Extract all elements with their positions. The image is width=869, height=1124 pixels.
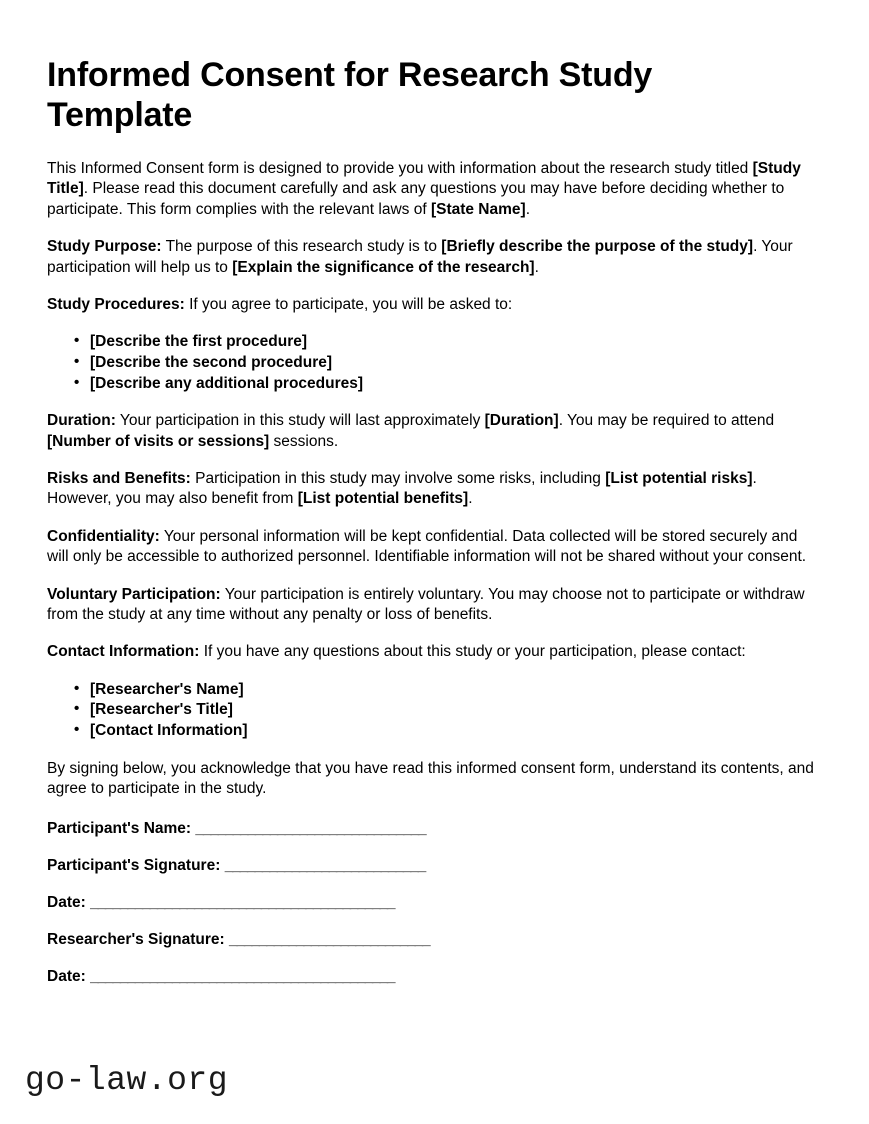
site-watermark: go-law.org [25,1062,229,1099]
duration-text-1: Your participation in this study will last approximately [115,412,485,430]
contact-information-heading: Contact Information: [47,643,200,661]
researcher-signature-field[interactable] [47,930,823,950]
study-purpose-placeholder-1: [Briefly describe the purpose of the study] [441,238,754,256]
page-title: Informed Consent for Research Study Template [47,56,653,134]
intro-placeholder-study-title: [Study Title] [47,160,801,198]
risks-benefits-text-1: Participation in this study may involve some risks, including [190,470,606,488]
intro-text-1: This Informed Consent form is designed to provide you with information about the research study titled [47,160,753,177]
duration-placeholder-1: [Duration] [484,412,559,430]
risks-benefits-paragraph [47,469,823,510]
list-item: • [Describe the first procedure] [74,332,823,353]
researcher-date-label: Date: [47,968,86,986]
voluntary-participation-text-1: Your participation is entirely voluntary. You may choose not to participate or withdraw from the study at any time without any penalty or loss of benefits. [47,585,805,624]
risks-benefits-placeholder-2: [List potential benefits] [297,490,469,508]
study-purpose-heading: Study Purpose: [47,238,162,256]
document-content [47,55,823,1004]
intro-text-2: . Please read this document carefully and ask any questions you may have before deciding whether to participate. This form complies with the relevant laws of [47,180,785,218]
participant-name-label: Participant's Name: [47,820,192,838]
researcher-signature-label: Researcher's Signature: [47,931,225,949]
signature-block [47,819,823,987]
researcher-date-field[interactable] [47,967,823,987]
study-procedures-text-1: If you agree to participate, you will be asked to: [184,296,513,314]
study-purpose-text-1: The purpose of this research study is to [161,238,442,256]
participant-date-field[interactable] [47,893,823,913]
confidentiality-heading: Confidentiality: [47,527,160,545]
contact-information-text-1: If you have any questions about this study or your participation, please contact: [199,643,746,661]
risks-benefits-heading: Risks and Benefits: [47,470,191,488]
study-procedures-heading: Study Procedures: [47,296,185,314]
study-purpose-text-3: . [534,258,539,276]
study-purpose-text-2: . Your participation will help us to [47,238,793,276]
participant-name-rule: _______________________________ [195,820,426,838]
participant-signature-field[interactable] [47,856,823,876]
risks-benefits-placeholder-1: [List potential risks] [605,470,753,488]
acknowledgement-paragraph: By signing below, you acknowledge that you have read this informed consent form, understand its contents, and agree to participate in the study. [47,759,814,798]
contact-information-paragraph [47,642,823,662]
intro-text-3: . [525,200,530,218]
duration-text-2: . You may be required to attend [558,412,775,430]
list-item: • [Contact Information] [74,721,823,742]
duration-paragraph [47,411,823,452]
participant-name-field[interactable] [47,819,823,839]
voluntary-participation-heading: Voluntary Participation: [47,585,221,603]
study-procedures-paragraph [47,295,823,315]
researcher-signature-rule: ___________________________ [229,931,430,949]
duration-heading: Duration: [47,412,116,430]
duration-text-3: sessions. [269,432,339,450]
study-purpose-placeholder-2: [Explain the significance of the research] [232,258,535,276]
voluntary-participation-paragraph [47,585,823,626]
participant-signature-label: Participant's Signature: [47,857,221,875]
intro-paragraph [47,159,823,220]
intro-placeholder-state-name: [State Name] [430,200,526,218]
confidentiality-paragraph [47,527,823,568]
duration-placeholder-2: [Number of visits or sessions] [47,432,270,450]
list-item: • [Describe any additional procedures] [74,374,823,395]
contact-information-list [47,680,823,742]
list-item: • [Researcher's Name] [74,680,823,701]
study-purpose-paragraph [47,237,823,278]
list-item: • [Researcher's Title] [74,700,823,721]
participant-date-rule: _________________________________________ [90,894,395,912]
participant-signature-rule: ___________________________ [224,857,426,875]
participant-date-label: Date: [47,894,86,912]
risks-benefits-text-3: . [468,490,473,508]
list-item: • [Describe the second procedure] [74,353,823,374]
risks-benefits-text-2: . However, you may also benefit from [47,470,757,508]
researcher-date-rule: _________________________________________ [90,968,395,986]
study-procedures-list [47,332,823,394]
confidentiality-text-1: Your personal information will be kept confidential. Data collected will be stored securely and will only be accessible to authorized personnel. Identifiable information will not be shared without your consent. [47,527,807,566]
